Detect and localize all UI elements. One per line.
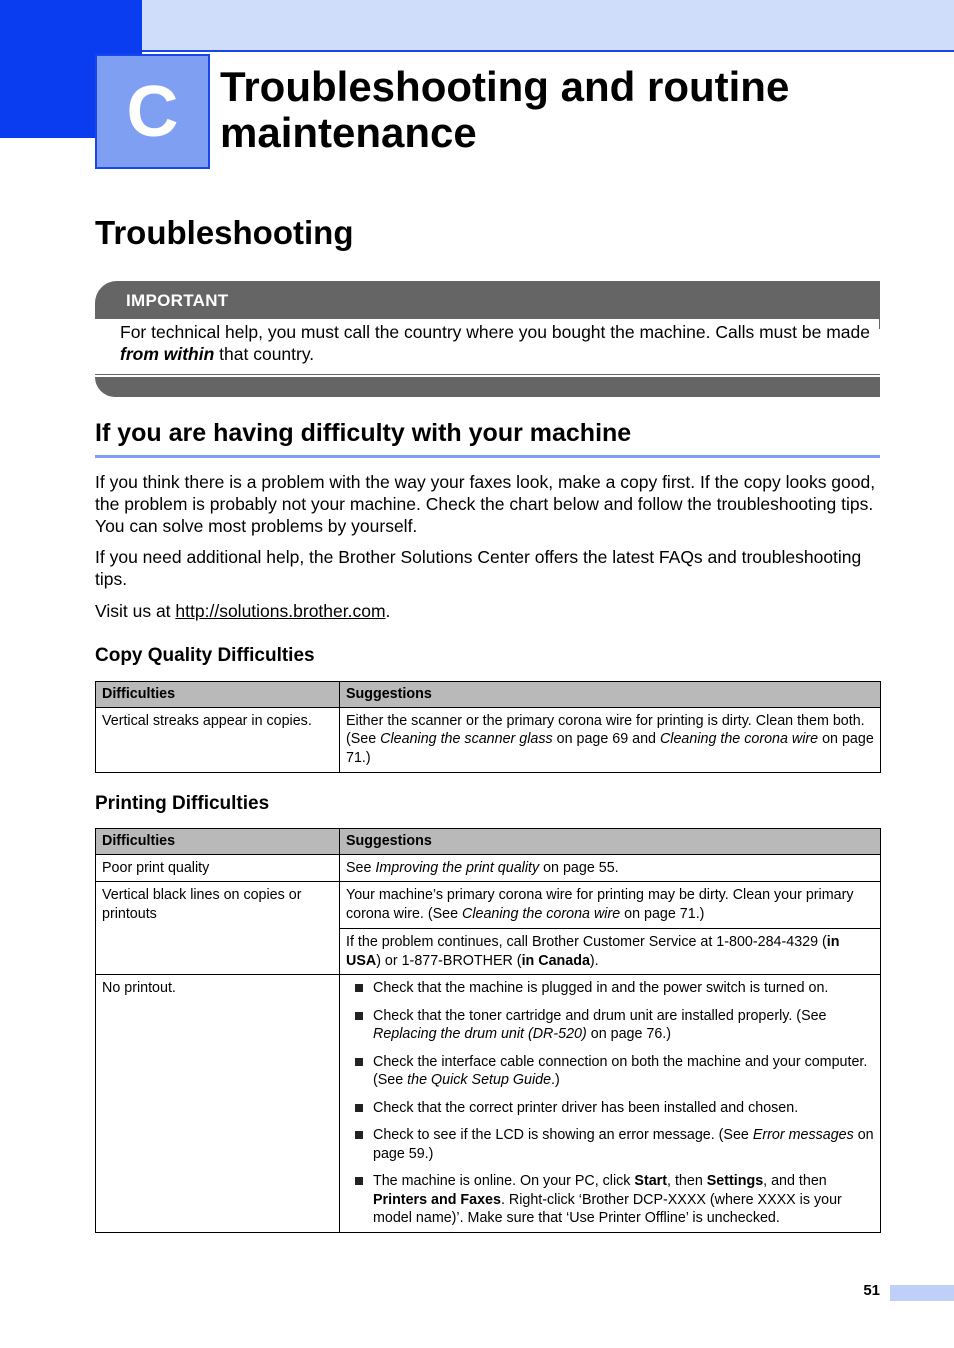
- list-item: [346, 1007, 874, 1044]
- important-text-emphasis: from within: [120, 344, 215, 364]
- list-item-ref: the Quick Setup Guide: [407, 1072, 552, 1089]
- intro-paragraph: If you think there is a problem with the way your faxes look, make a copy first. If the copy looks good, the problem is probably not your machine. Check the chart below and follow the troubleshooting tips. You can solve most problems by yourself.: [95, 472, 876, 536]
- suggestion-text: ) or 1-877-BROTHER (: [376, 952, 522, 969]
- copy-quality-table: [95, 681, 881, 773]
- list-item-text: , then: [667, 1172, 707, 1189]
- suggestion-text: See: [346, 859, 376, 876]
- list-item: [346, 1126, 874, 1163]
- suggestion-bold: in Canada: [521, 952, 590, 969]
- bullet-square-icon: [355, 984, 363, 992]
- suggestion-ref: Cleaning the corona wire: [462, 906, 621, 923]
- important-footer: [95, 377, 880, 397]
- difficulty-cell: No printout.: [96, 975, 340, 1233]
- suggestion-ref: Cleaning the scanner glass: [380, 731, 553, 748]
- suggestion-cell: [340, 854, 881, 882]
- list-item-bold: Settings: [706, 1172, 764, 1189]
- suggestion-cell: [340, 707, 881, 772]
- suggestion-text: on page 55.: [539, 859, 619, 876]
- list-item-ref: Replacing the drum unit (DR-520): [373, 1026, 587, 1043]
- bullet-square-icon: [355, 1131, 363, 1139]
- suggestion-text: on page 71.): [620, 906, 705, 923]
- suggestion-text: Your machine’s primary corona wire for printing may be dirty. Clean your primary corona wire. (See: [346, 887, 854, 923]
- important-side-line: [879, 319, 880, 329]
- chapter-title: Troubleshooting and routine maintenance: [220, 63, 790, 156]
- table-row: [96, 882, 881, 928]
- header-suggestions: Suggestions: [340, 829, 881, 855]
- suggestion-text: Either the scanner or the primary corona wire for printing is dirty. Clean them both. (See: [346, 712, 865, 748]
- page-tab: [890, 1285, 954, 1301]
- list-item-text: on page 59.): [373, 1126, 874, 1162]
- page-number: 51: [863, 1282, 880, 1299]
- difficulty-cell: Vertical black lines on copies or printouts: [96, 882, 340, 975]
- list-item: [346, 979, 874, 998]
- suggestion-text: on page 69 and: [552, 731, 660, 748]
- suggestion-cell: [340, 882, 881, 928]
- important-footer-line: [95, 374, 880, 375]
- list-item-text: Check that the toner cartridge and drum unit are installed properly. (See: [373, 1007, 827, 1024]
- printing-table: [95, 828, 881, 1233]
- important-header: [95, 281, 880, 319]
- list-item-text: Check that the correct printer driver has been installed and chosen.: [373, 1099, 799, 1116]
- suggestion-text: on page 71.): [346, 731, 874, 767]
- table-row: [96, 854, 881, 882]
- chapter-tile: [95, 54, 210, 169]
- list-item: [346, 1053, 874, 1090]
- visit-paragraph: [95, 600, 880, 622]
- suggestion-list: [346, 979, 874, 1228]
- bullet-square-icon: [355, 1012, 363, 1020]
- list-item-text: .): [551, 1072, 560, 1089]
- visit-prefix: Visit us at: [95, 601, 176, 621]
- important-text: [120, 321, 875, 365]
- suggestion-text: ).: [589, 952, 599, 969]
- header-band: [0, 0, 954, 52]
- difficulty-cell: Vertical streaks appear in copies.: [96, 707, 340, 772]
- solutions-link[interactable]: http://solutions.brother.com: [175, 601, 386, 621]
- header-difficulties: Difficulties: [96, 682, 340, 708]
- bullet-square-icon: [355, 1104, 363, 1112]
- section-title: Troubleshooting: [95, 214, 354, 251]
- printing-title: Printing Difficulties: [95, 793, 270, 814]
- list-item-bold: Start: [634, 1172, 667, 1189]
- table-header-row: [96, 829, 881, 855]
- list-item: [346, 1099, 874, 1118]
- header-suggestions: Suggestions: [340, 682, 881, 708]
- header-difficulties: Difficulties: [96, 829, 340, 855]
- suggestion-cell: [340, 928, 881, 974]
- important-text-2: that country.: [214, 344, 315, 364]
- suggestion-ref: Improving the print quality: [375, 859, 540, 876]
- copy-quality-title: Copy Quality Difficulties: [95, 645, 315, 666]
- bullet-square-icon: [355, 1177, 363, 1185]
- list-item-ref: Error messages: [752, 1126, 854, 1143]
- list-item-text: The machine is online. On your PC, click: [373, 1172, 635, 1189]
- list-item-text: Check that the machine is plugged in and the power switch is turned on.: [373, 980, 829, 997]
- suggestion-bold: in USA: [346, 933, 840, 969]
- visit-suffix: .: [385, 601, 391, 621]
- suggestion-text: If the problem continues, call Brother Customer Service at 1-800-284-4329 (: [346, 933, 827, 950]
- suggestion-cell: [340, 975, 881, 1233]
- bullet-square-icon: [355, 1058, 363, 1066]
- list-item: [346, 1172, 874, 1228]
- list-item-bold: Printers and Faxes: [373, 1191, 501, 1208]
- chapter-letter: C: [126, 71, 179, 152]
- table-header-row: [96, 682, 881, 708]
- list-item-text: , and then: [763, 1172, 827, 1189]
- important-box: [95, 281, 880, 397]
- list-item-text: on page 76.): [586, 1026, 672, 1043]
- difficulty-cell: Poor print quality: [96, 854, 340, 882]
- subsection-rule: [95, 455, 880, 458]
- suggestion-ref: Cleaning the corona wire: [659, 731, 819, 748]
- important-text-1: For technical help, you must call the country where you bought the machine. Calls must be made: [120, 322, 870, 342]
- table-row: [96, 707, 881, 772]
- list-item-text: . Right-click ‘Brother DCP-XXXX (where XXXX is your model name)’. Make sure that ‘Use Printer Offline’ is unchecked.: [373, 1191, 842, 1227]
- important-label: IMPORTANT: [126, 291, 229, 310]
- list-item-text: Check to see if the LCD is showing an error message. (See: [373, 1126, 753, 1143]
- help-paragraph: If you need additional help, the Brother Solutions Center offers the latest FAQs and troubleshooting tips.: [95, 547, 862, 589]
- subsection-title: If you are having difficulty with your machine: [95, 419, 632, 447]
- list-item-text: Check the interface cable connection on both the machine and your computer. (See: [373, 1053, 868, 1089]
- table-row: [96, 975, 881, 1233]
